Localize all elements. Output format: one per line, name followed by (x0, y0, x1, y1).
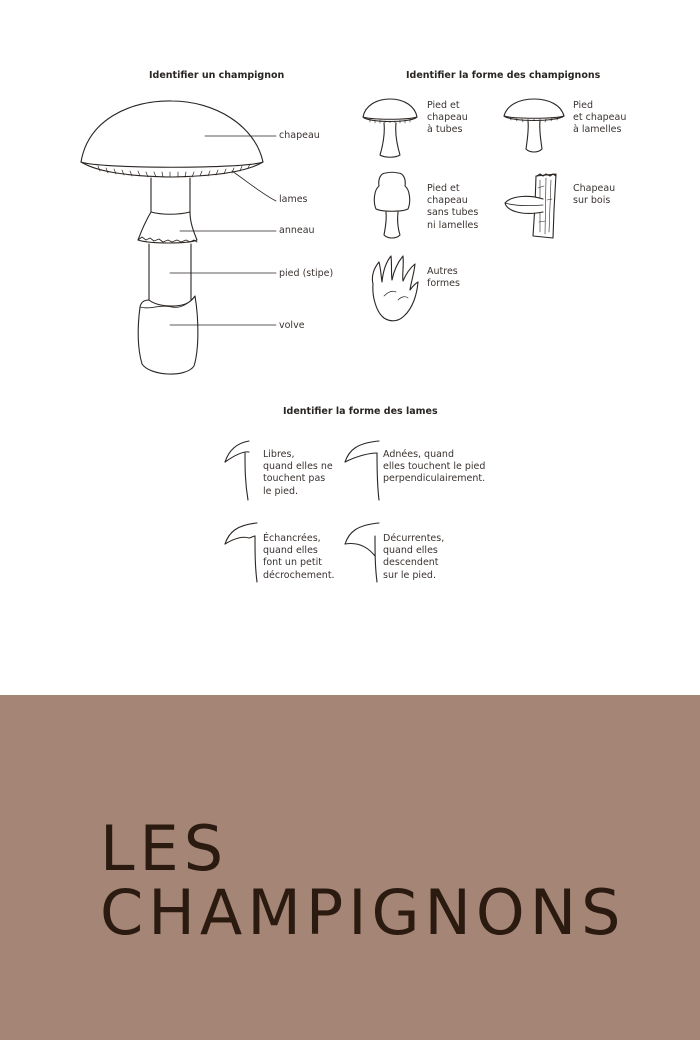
gilled-mushroom-drawing (504, 99, 564, 152)
label-stem: pied (stipe) (279, 268, 334, 279)
label-volva: volve (279, 320, 305, 331)
label-ring: anneau (279, 225, 315, 236)
decurrent-gills-drawing (345, 523, 379, 582)
title-line-2: CHAMPIGNONS (100, 876, 626, 949)
gill-label-emarginate: Échancrées, quand elles font un petit décrochement. (263, 533, 335, 581)
gill-label-free: Libres, quand elles ne touchent pas le pied. (263, 449, 333, 497)
gills-heading: Identifier la forme des lames (283, 406, 438, 417)
emarginate-gills-drawing (225, 523, 257, 582)
coral-fungus-drawing (372, 256, 418, 321)
title-line-1: LES (100, 812, 229, 885)
gill-label-decurrent: Décurrentes, quand elles descendent sur le pied. (383, 533, 445, 581)
shape-label-smooth: Pied et chapeau sans tubes ni lamelles (427, 183, 479, 231)
bracket-fungus-drawing (505, 174, 556, 238)
anatomy-heading: Identifier un champignon (149, 70, 285, 81)
shapes-heading: Identifier la forme des champignons (406, 70, 601, 81)
tube-mushroom-drawing (363, 99, 417, 157)
smooth-mushroom-drawing (374, 172, 409, 238)
mushroom-anatomy-drawing (81, 101, 276, 374)
adnate-gills-drawing (345, 441, 379, 500)
label-cap: chapeau (279, 130, 320, 141)
shape-label-gills: Pied et chapeau à lamelles (573, 100, 627, 136)
gill-label-adnate: Adnées, quand elles touchent le pied perpendiculairement. (383, 449, 486, 485)
shape-label-bracket: Chapeau sur bois (573, 183, 616, 207)
shape-label-tubes: Pied et chapeau à tubes (427, 100, 468, 136)
free-gills-drawing (225, 441, 249, 500)
label-gills: lames (279, 194, 308, 205)
shape-label-other: Autres formes (427, 266, 460, 290)
title-band (0, 695, 700, 1040)
